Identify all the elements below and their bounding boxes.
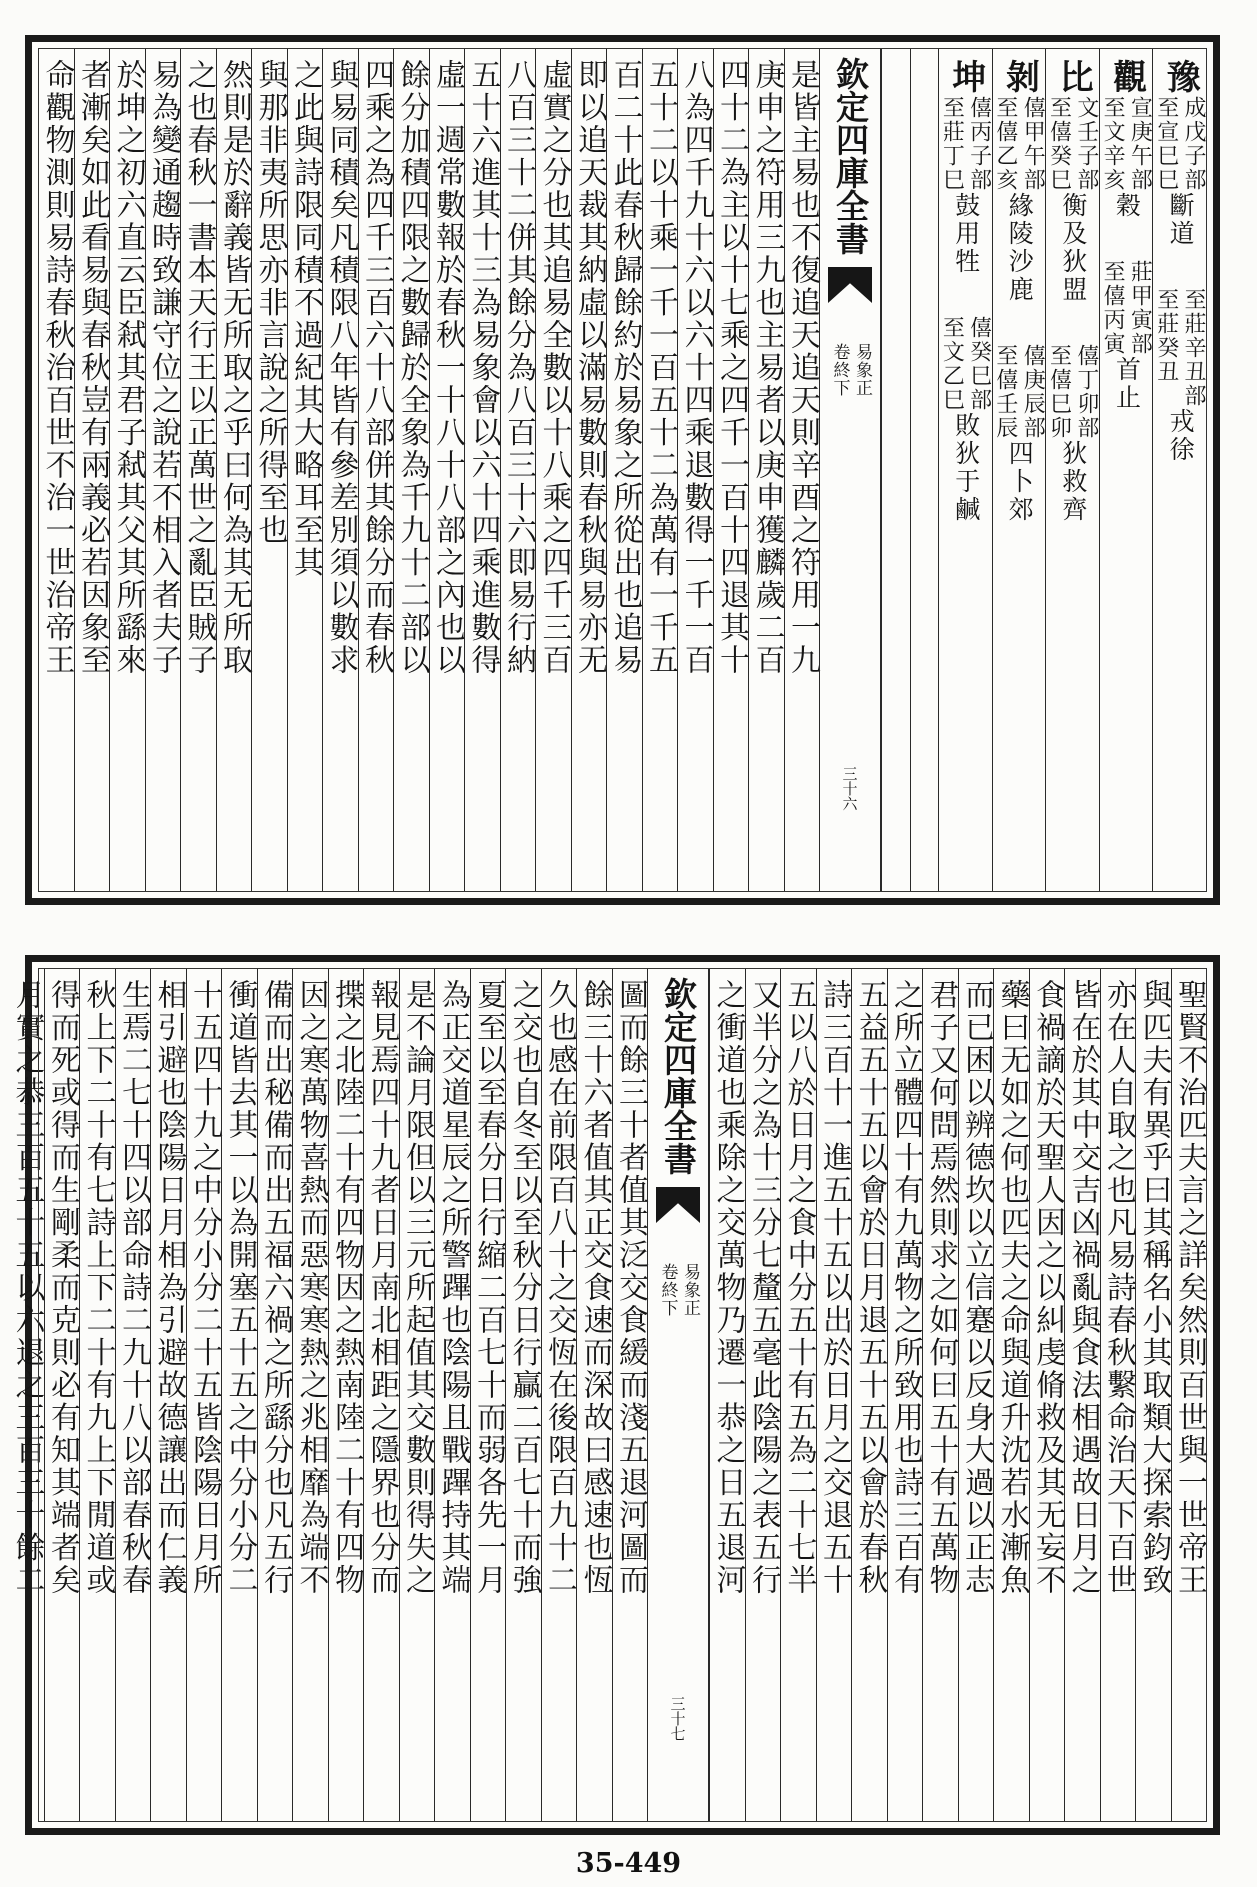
- entry-text: 宣庚午部: [1127, 95, 1153, 192]
- index-column: [938, 49, 992, 891]
- text-line: 相引避也陰陽日月相為引避故德讓出而仁義: [151, 979, 187, 1597]
- text-column: [1100, 969, 1136, 1821]
- text-line: 得而死或得而生剛柔而克則必有知其端者矣: [45, 979, 80, 1597]
- text-line: 於坤之初六直云臣弒其君子弒其父其所繇來: [110, 59, 146, 677]
- text-column: [576, 969, 612, 1821]
- text-line: 又半分之為十三分七釐五毫此陰陽之表五行: [746, 979, 781, 1597]
- text-column: [251, 49, 287, 891]
- blank-column: [881, 49, 910, 891]
- text-line: 圖而餘三十者值其泛交食緩而淺五退河圖而: [613, 979, 648, 1597]
- entry-text: 首止: [1112, 355, 1142, 412]
- entry-text: 穀: [1112, 191, 1142, 220]
- text-line: 揲之北陸二十有四物因之熱南陸二十有四物: [329, 979, 364, 1597]
- book-name: 易象正: [680, 1263, 701, 1317]
- center-margin: [647, 969, 709, 1821]
- book-title: 欽定四庫全書: [658, 977, 698, 1175]
- entry-text: 至僖乙亥: [992, 95, 1018, 192]
- text-line: 之也春秋一書本天行王以正萬世之亂臣賊子: [181, 59, 217, 677]
- page-top-half: [25, 35, 1220, 905]
- entry-text: 僖癸巳部: [966, 315, 992, 412]
- hexagram-name: 坤: [945, 59, 986, 96]
- text-line: 四十二為主以十七乘之四千一百十四退其十: [714, 59, 749, 677]
- text-line: 秋上下二十有七詩上下二十有九上下閒道或: [80, 979, 116, 1597]
- text-line: 是不論月限但以三元所起值其交數則得失之: [400, 979, 435, 1597]
- text-line: 皆在於其中交吉凶禍亂與食法相遇故日月之: [1065, 979, 1101, 1597]
- text-column: [216, 49, 252, 891]
- text-column: [1171, 969, 1207, 1821]
- text-column: [257, 969, 293, 1821]
- entry-text: 狄救齊: [1058, 439, 1088, 524]
- text-column: [1029, 969, 1065, 1821]
- entry-text: 至莊辛丑部: [1181, 287, 1206, 408]
- text-column: [922, 969, 958, 1821]
- hexagram-name: 比: [1053, 59, 1094, 96]
- text-line: 聖賢不治匹夫言之詳矣然則百世與一世帝王: [1172, 979, 1207, 1597]
- entry-text: 至僖壬辰: [992, 343, 1018, 440]
- entry-text: 至僖癸巳: [1046, 95, 1072, 192]
- text-line: 百二十此春秋歸餘約於易象之所從出也追易: [607, 59, 643, 677]
- index-entry: [1153, 96, 1206, 192]
- entry-text: 至莊癸丑: [1153, 287, 1179, 384]
- text-line: 之此與詩限同積不過紀其大略耳至其: [288, 59, 323, 579]
- text-line: 為正交道星辰之所警蹕也陰陽且戰蹕持其端: [435, 979, 471, 1597]
- text-line: 庚申之符用三九也主易者以庚申獲麟歲二百: [749, 59, 785, 677]
- page-number: 35-449: [575, 1848, 682, 1879]
- text-column: [887, 969, 923, 1821]
- text-line: 命觀物測則易詩春秋治百世不治一世治帝王: [39, 59, 75, 677]
- text-column: [287, 49, 323, 891]
- text-column: [505, 969, 541, 1821]
- entry-text: 至僖巳卯: [1046, 343, 1072, 440]
- text-column: [713, 49, 749, 891]
- text-line: 報見焉四十九者日月南北相距之隱界也分而: [364, 979, 400, 1597]
- text-line: 五以八於日月之食中分五十有五為二十七半: [781, 979, 817, 1597]
- text-column: [115, 969, 151, 1821]
- index-column: [1099, 49, 1153, 891]
- text-column: [150, 969, 186, 1821]
- text-column: [677, 49, 713, 891]
- text-line: 八為四千九十六以六十四乘退數得一千一百: [678, 59, 714, 677]
- text-line: 易為變通趨時致謙守位之說若不相入者夫子: [146, 59, 181, 677]
- text-column: [745, 969, 781, 1821]
- text-column: [322, 49, 358, 891]
- fishtail-ornament: [656, 1187, 700, 1223]
- text-column: [74, 49, 110, 891]
- text-line: 餘分加積四限之數歸於全象為千九十二部以: [394, 59, 430, 677]
- text-column: [186, 969, 222, 1821]
- text-line: 之衝道也乘除之交萬物乃遷一恭之日五退河: [710, 979, 746, 1597]
- text-column: [709, 969, 745, 1821]
- text-column: [1135, 969, 1171, 1821]
- text-column: [399, 969, 435, 1821]
- text-line: 而已困以辨德坎以立信蹇以反身大過以正志: [959, 979, 994, 1597]
- fishtail-ornament: [828, 267, 872, 303]
- entry-text: 僖丁卯部: [1073, 343, 1099, 440]
- entry-text: 成戊子部: [1181, 95, 1206, 192]
- entry-text: 及狄盟: [1058, 219, 1088, 304]
- text-line: 五十六進其十三為易象會以六十四乘進數得: [465, 59, 501, 677]
- leaf-number: 三十七: [668, 1696, 687, 1741]
- text-line: 十五四十九之中分小分二十五皆陰陽日月所: [187, 979, 222, 1597]
- text-line: 者漸矣如此看易與春秋豈有兩義必若因象至: [75, 59, 110, 677]
- blank-column: [910, 49, 939, 891]
- text-column: [145, 49, 181, 891]
- entry-text: 至文辛亥: [1100, 95, 1126, 192]
- text-line: 與那非夷所思亦非言說之所得至也: [252, 59, 288, 547]
- hexagram-name: 觀: [1106, 59, 1147, 96]
- text-line: 之所立體四十有九萬物之所致用也詩三百有: [888, 979, 923, 1597]
- text-column: [541, 969, 577, 1821]
- text-column: [500, 49, 536, 891]
- text-line: 五十二以十乘一千一百五十二為萬有一千五: [643, 59, 678, 677]
- index-column: [992, 49, 1046, 891]
- text-column: [958, 969, 994, 1821]
- entry-text: 至莊丁巳: [939, 95, 965, 192]
- text-line: 夏至以至春分日行縮二百七十而弱各先一月: [471, 979, 506, 1597]
- page-bottom-half: [9, 955, 1220, 1835]
- entry-text: 敗狄于鹹: [951, 411, 981, 524]
- hexagram-name: 剝: [999, 59, 1040, 96]
- text-column: [780, 969, 816, 1821]
- text-column: [434, 969, 470, 1821]
- text-column: [393, 49, 429, 891]
- text-column: [748, 49, 784, 891]
- volume-label: 卷終下: [657, 1263, 678, 1317]
- entry-text: 僖甲午部: [1020, 95, 1046, 192]
- text-column: [851, 969, 887, 1821]
- text-line: 詩三百十一進五十五以出於日月之交退五十: [817, 979, 852, 1597]
- entry-text: 文壬子部: [1073, 95, 1099, 192]
- text-line: 然則是於辭義皆无所取之乎曰何為其无所取: [217, 59, 252, 677]
- text-column: [784, 49, 820, 891]
- text-line: 備而出秘備而出五福六禍之所繇分也凡五行: [258, 979, 293, 1597]
- text-line: 五益五十五以會於日月退五十五以會於春秋: [852, 979, 888, 1597]
- text-line: 四乘之為四千三百六十八部併其餘分而春秋: [359, 59, 394, 677]
- entry-text: 戎徐: [1166, 407, 1196, 464]
- text-line: 與易同積矣凡積限八年皆有參差別須以數求: [323, 59, 359, 677]
- book-name: 易象正: [852, 343, 873, 397]
- text-column: [470, 969, 506, 1821]
- book-title: 欽定四庫全書: [830, 57, 870, 255]
- entry-text: 斷道: [1166, 191, 1196, 248]
- text-column: [464, 49, 500, 891]
- text-column: [79, 969, 115, 1821]
- text-column: [1064, 969, 1100, 1821]
- entry-text: 衡: [1058, 191, 1088, 220]
- entry-text: 緣陵: [1005, 191, 1035, 248]
- text-line: 生焉二七十四以部命詩二九十八以部春秋春: [116, 979, 151, 1597]
- text-line: 藥曰无如之何也匹夫之命與道升沈若水漸魚: [994, 979, 1030, 1597]
- text-column: [358, 49, 394, 891]
- text-line: 食禍謫於天聖人因之以糾虔脩救及其无妄不: [1030, 979, 1065, 1597]
- text-column: [429, 49, 465, 891]
- text-line: 八百三十二併其餘分為八百三十六即易行納: [501, 59, 536, 677]
- text-column: [612, 969, 648, 1821]
- leaf-number: 三十六: [840, 766, 859, 811]
- text-column: [221, 969, 257, 1821]
- volume-label: 卷終下: [829, 343, 850, 397]
- entry-text: 至宣巳巳: [1153, 95, 1179, 192]
- entry-text: 四卜郊: [1005, 439, 1035, 524]
- entry-text: 至僖丙寅: [1100, 259, 1126, 356]
- text-line: 之交也自冬至以至秋分日行贏二百七十而強: [506, 979, 542, 1597]
- entry-text: 莊甲寅部: [1127, 259, 1153, 356]
- text-line: 虛一週常數報於春秋一十八十八部之內也以: [430, 59, 465, 677]
- text-column: [606, 49, 642, 891]
- text-column: [535, 49, 571, 891]
- entry-text: 鼓用牲: [951, 191, 981, 276]
- text-line: 月實之恭三百五十五以六退之三百三十餘二: [9, 979, 45, 1597]
- text-line: 久也感在前限百八十之交恆在後限百九十二: [542, 979, 577, 1597]
- entry-text: 僖庚辰部: [1020, 343, 1046, 440]
- text-column: [9, 969, 44, 1821]
- entry-text: 僖丙子部: [966, 95, 992, 192]
- text-line: 衝道皆去其一以為開塞五十五之中分小分二: [222, 979, 258, 1597]
- text-column: [363, 969, 399, 1821]
- text-column: [109, 49, 145, 891]
- text-column: [328, 969, 364, 1821]
- entry-text: 沙鹿: [1005, 247, 1035, 304]
- text-line: 君子又何問焉然則求之如何曰五十有五萬物: [923, 979, 959, 1597]
- center-margin: [819, 49, 881, 891]
- entry-text: 至文乙巳: [939, 315, 965, 412]
- text-column: [642, 49, 678, 891]
- text-column: [180, 49, 216, 891]
- hexagram-name: 豫: [1160, 59, 1201, 96]
- text-column: [816, 969, 852, 1821]
- text-column: [292, 969, 328, 1821]
- index-column: [1152, 49, 1206, 891]
- text-line: 即以追天裁其納虛以滿易數則春秋與易亦无: [572, 59, 607, 677]
- text-line: 虛實之分也其追易全數以十八乘之四千三百: [536, 59, 572, 677]
- text-column: [571, 49, 607, 891]
- text-column: [993, 969, 1029, 1821]
- index-column: [1045, 49, 1099, 891]
- text-line: 餘三十六者值其正交食速而深故曰感速也恆: [577, 979, 613, 1597]
- text-line: 亦在人自取之也凡易詩春秋繫命治天下百世: [1101, 979, 1136, 1597]
- text-line: 是皆主易也不復追天追天則辛酉之符用一九: [785, 59, 820, 677]
- text-line: 與匹夫有異乎曰其稱名小其取類大探索鈞致: [1136, 979, 1172, 1597]
- text-line: 因之寒萬物喜熱而惡寒寒熱之兆相靡為端不: [293, 979, 329, 1597]
- text-column: [39, 49, 74, 891]
- text-column: [44, 969, 80, 1821]
